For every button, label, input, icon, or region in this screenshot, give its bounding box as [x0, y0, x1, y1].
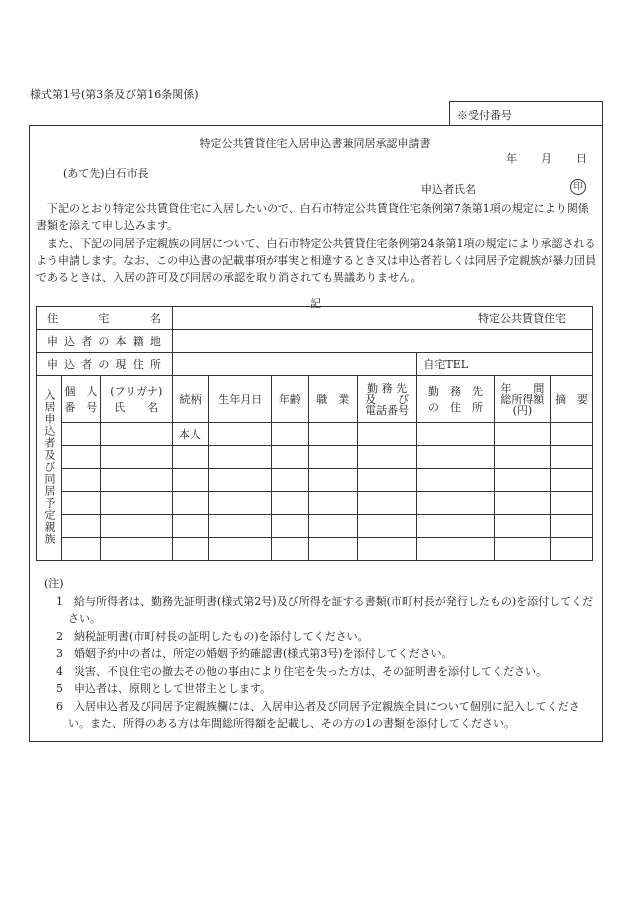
table-row: [37, 469, 593, 492]
note-5: 5 申込者は、原則として世帯主とします。: [56, 682, 272, 695]
applicant-name-label: 申込者氏名: [421, 183, 476, 196]
home-tel-field[interactable]: [417, 353, 593, 376]
note-3: 3 婚姻予約中の者は、所定の婚姻予約確認書(様式第3号)を添付してください。: [56, 647, 453, 660]
col-birthdate: 生年月日: [209, 376, 272, 423]
form-title: 特定公共賃貸住宅入居申込書兼同居承認申請書: [199, 137, 431, 150]
paragraph-application: 下記のとおり特定公共賃貸住宅に入居したいので、白石市特定公共賃貸住宅条例第7条第1項の規定により関係書類を添えて申し込みます。: [36, 202, 589, 232]
form-number: 様式第1号(第3条及び第16条関係): [30, 88, 199, 101]
domicile-field[interactable]: [172, 330, 592, 353]
application-table: [36, 306, 593, 561]
note-4: 4 災害、不良住宅の撤去その他の事由により住宅を失った方は、その証明書を添付してください。: [56, 664, 547, 678]
notes-header: (注): [44, 577, 64, 590]
relationship-self: 本人: [172, 423, 209, 446]
table-row: [37, 423, 593, 446]
table-row: [37, 446, 593, 469]
col-workplace: 勤 務 先 及 び 電話番号: [357, 376, 417, 423]
col-remarks: 摘 要: [551, 376, 593, 423]
paragraph-approval: また、下記の同居予定親族の同居について、白石市特定公共賃貸住宅条例第24条第1項の規定により承認されるよう申請します。なお、この申込書の記載事項が事実と相違するとき又は申込者若しくは同居予定親族が暴力団員であるときは、入居の許可及び同居の承認を取り消されても異議ありません。: [36, 237, 597, 284]
col-relationship: 続柄: [172, 376, 209, 423]
current-address-field[interactable]: [172, 353, 417, 376]
table-row: [37, 492, 593, 515]
col-occupation: 職 業: [308, 376, 357, 423]
seal-mark: 印: [570, 179, 586, 195]
date-year[interactable]: 年: [506, 152, 517, 165]
col-personal-number: 個 人 番 号: [62, 376, 101, 423]
housing-name-value[interactable]: 特定公共賃貸住宅: [172, 307, 592, 330]
home-tel-label: 自宅TEL: [423, 358, 469, 371]
ki-heading: 記: [310, 297, 321, 310]
receipt-number-label: ※受付番号: [457, 109, 512, 122]
table-row: [37, 515, 593, 538]
col-workplace-address: 勤 務 先 の 住 所: [417, 376, 494, 423]
note-1: 1 給与所得者は、勤務先証明書(様式第2号)及び所得を証する書類(市町村長が発行したもの)を添付してください。: [56, 594, 594, 625]
date-month[interactable]: 月: [541, 152, 552, 165]
note-6: 6 入居申込者及び同居予定親族欄には、入居申込者及び同居予定親族全員について個別に記入してください。また、所得のある方は年間総所得額を記載し、その方の1の書類を添付してください。: [56, 699, 580, 730]
col-annual-income: 年 間 総所得額 (円): [494, 376, 550, 423]
addressee: (あて先)白石市長: [63, 167, 149, 180]
household-side-label: 入居申込者及び同居予定親族: [37, 376, 62, 561]
date-day[interactable]: 日: [576, 152, 587, 165]
current-address-label: 申込者の現住所: [37, 353, 173, 376]
note-2: 2 納税証明書(市町村長の証明したもの)を添付してください。: [56, 629, 369, 643]
domicile-label: 申込者の本籍地: [37, 330, 173, 353]
receipt-number-box[interactable]: [449, 101, 603, 125]
notes-section: [44, 575, 600, 733]
table-row: [37, 538, 593, 561]
col-name: (フリガナ) 氏 名: [100, 376, 172, 423]
col-age: 年齢: [272, 376, 309, 423]
housing-name-label: 住宅名: [37, 307, 173, 330]
